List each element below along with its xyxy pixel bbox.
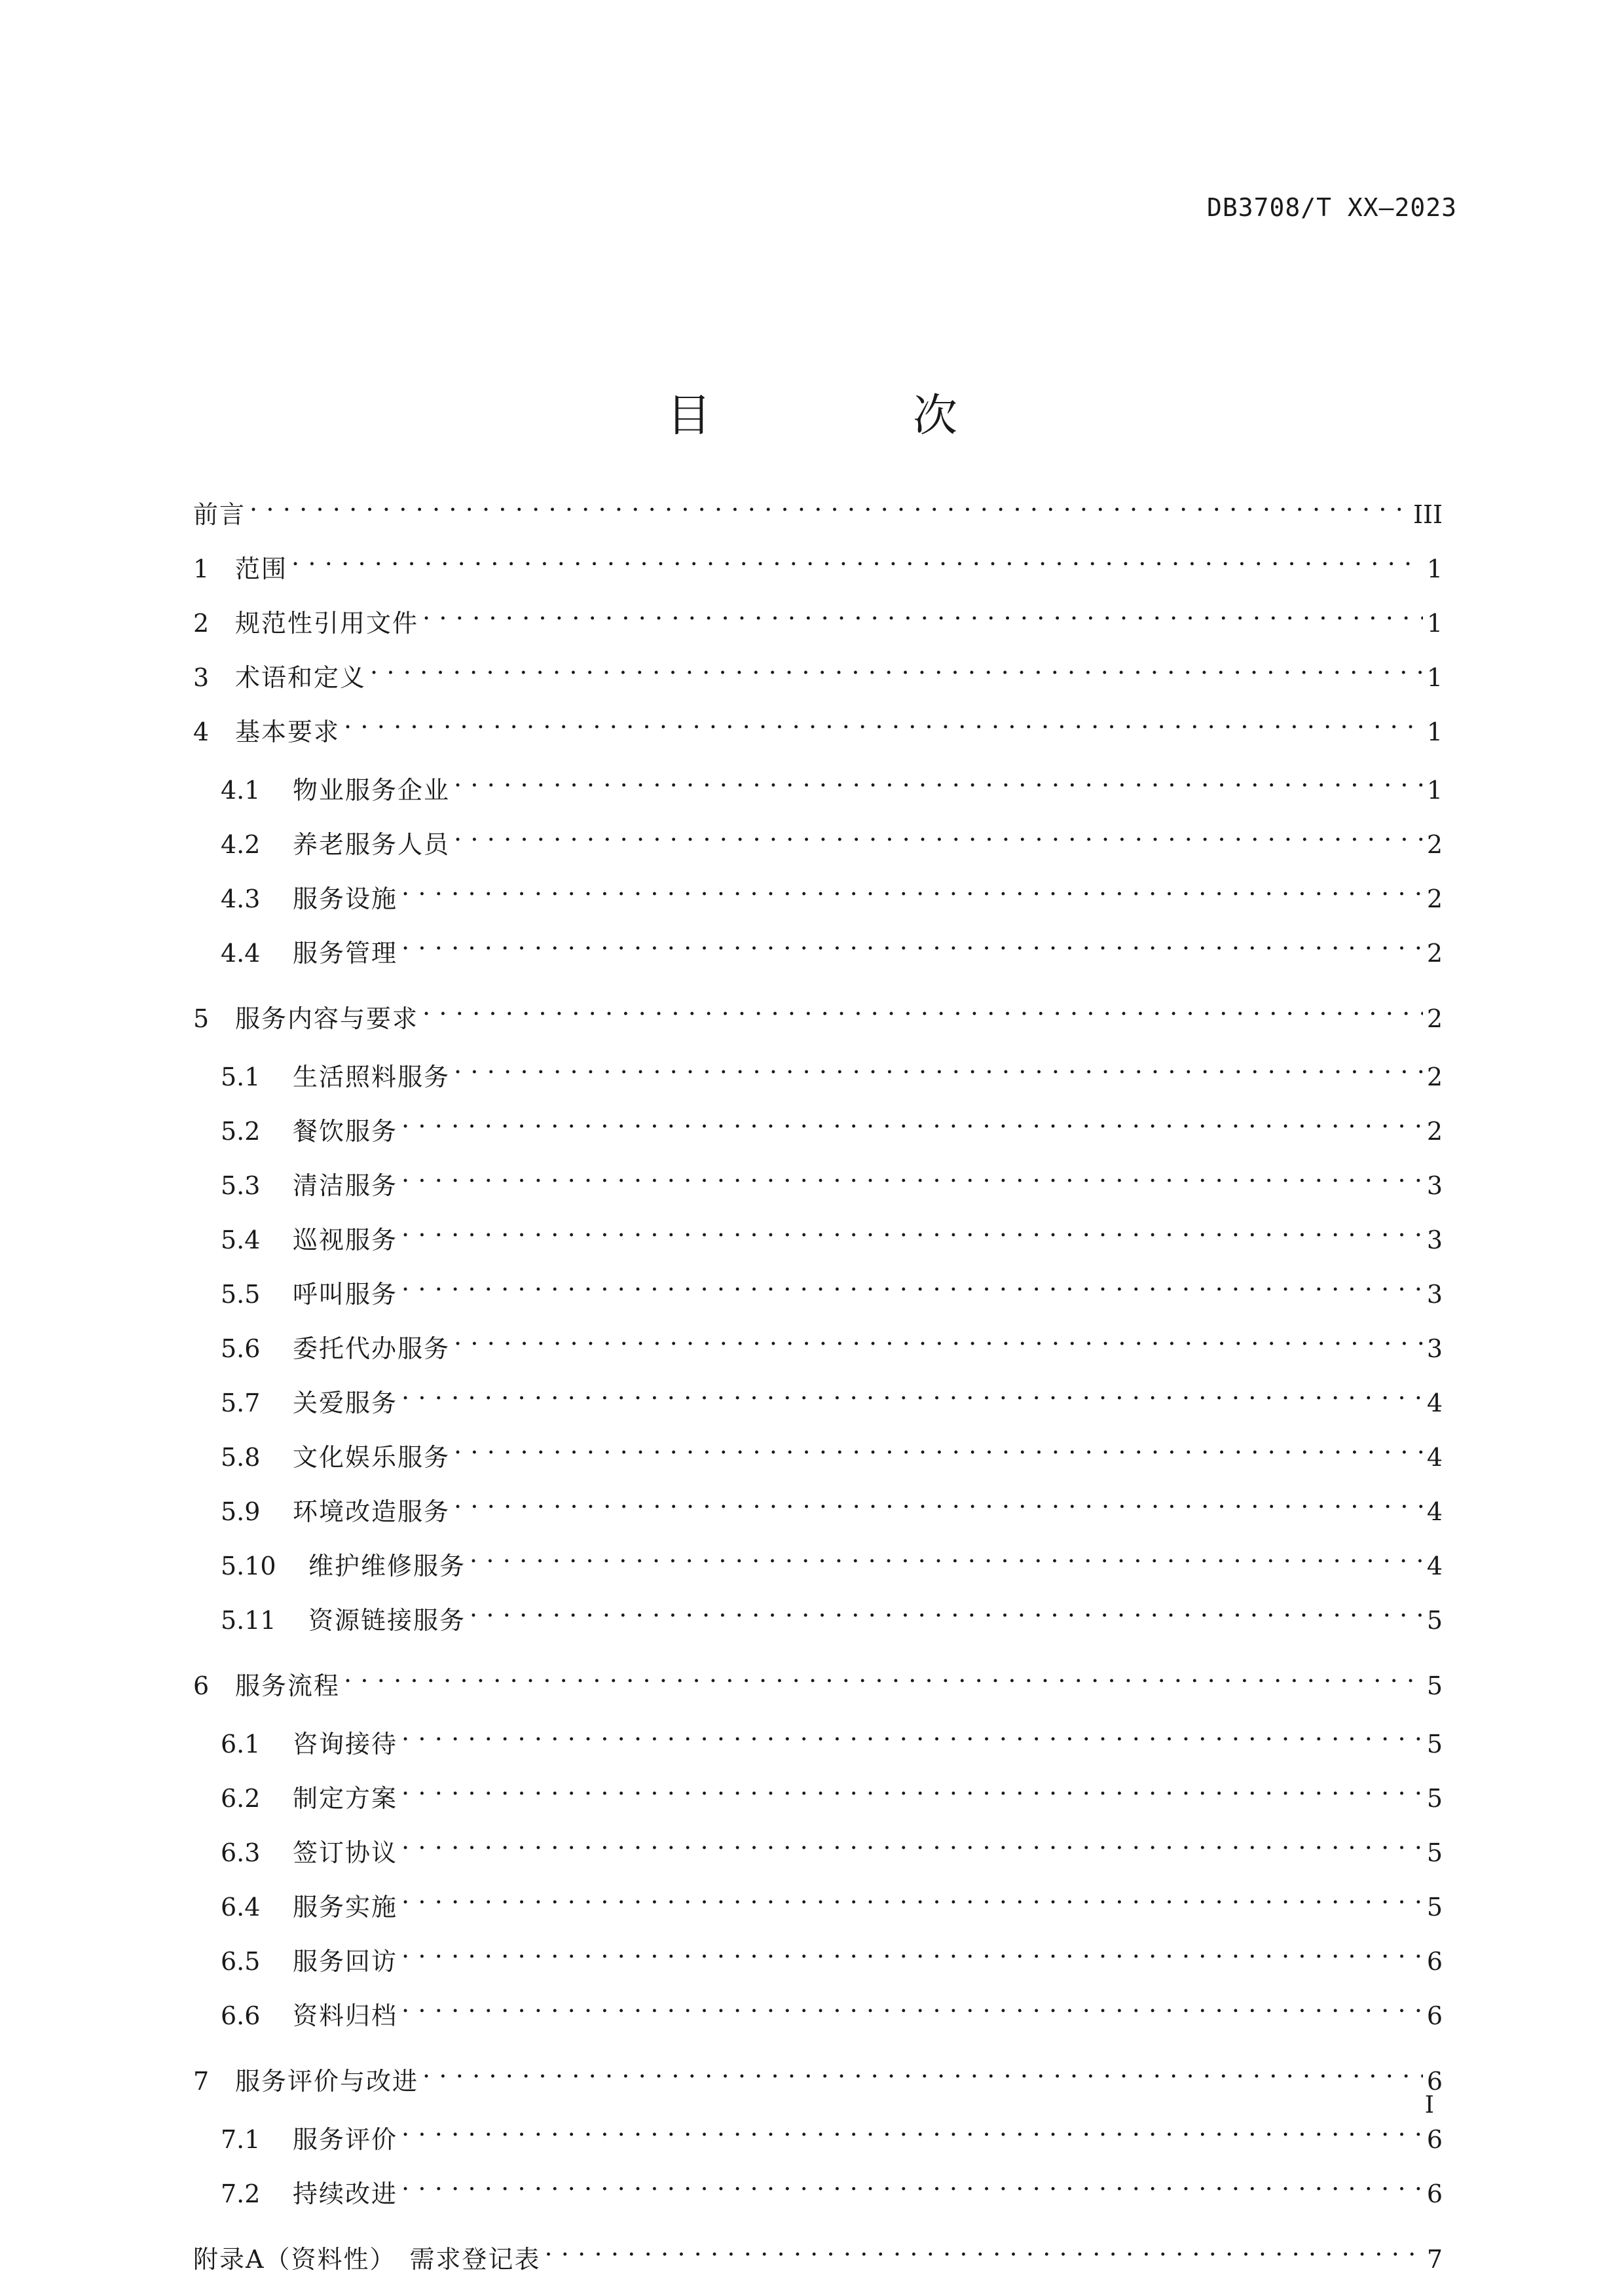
toc-entry-title: 养老服务人员 <box>293 830 451 859</box>
toc-entry-number: 4 <box>193 718 210 746</box>
toc-dot-leader <box>401 1819 1423 1861</box>
toc-entry-page: 1 <box>1426 555 1443 583</box>
toc-entry[interactable] <box>193 1315 1443 1370</box>
toc-entry-title: 服务回访 <box>293 1947 398 1976</box>
toc-entry-title: 服务评价 <box>293 2125 398 2154</box>
toc-entry-title: 附录A（资料性） 需求登记表 <box>193 2245 541 2274</box>
toc-entry-page: 2 <box>1426 830 1443 859</box>
toc-entry-title: 服务流程 <box>235 1671 341 1700</box>
toc-dot-leader <box>454 1315 1423 1357</box>
toc-entry-page: 6 <box>1426 2125 1443 2154</box>
toc-entry-page: 2 <box>1426 884 1443 913</box>
toc-entry[interactable] <box>193 1928 1443 1982</box>
toc-entry-title: 基本要求 <box>235 718 341 746</box>
toc-entry-title: 咨询接待 <box>293 1730 398 1758</box>
toc-entry-title: 范围 <box>235 555 288 583</box>
toc-entry-title: 资料归档 <box>293 2001 398 2030</box>
toc-entry-page: 4 <box>1426 1497 1443 1526</box>
toc-entry[interactable] <box>193 1982 1443 2037</box>
toc-entry[interactable] <box>193 2160 1443 2215</box>
toc-entry[interactable] <box>193 644 1443 699</box>
toc-entry-title: 巡视服务 <box>293 1226 398 1254</box>
toc-entry-page: 1 <box>1426 776 1443 805</box>
toc-dot-leader <box>401 2106 1423 2148</box>
toc-entry[interactable] <box>193 590 1443 644</box>
document-code: DB3708/T XX—2023 <box>1206 193 1457 222</box>
toc-dot-leader <box>401 1207 1423 1248</box>
toc-entry-page: 1 <box>1426 718 1443 746</box>
toc-entry[interactable] <box>193 2106 1443 2160</box>
toc-entry-title: 服务评价与改进 <box>235 2067 419 2096</box>
toc-entry-title: 环境改造服务 <box>293 1497 451 1526</box>
toc-entry-page: 7 <box>1426 2245 1443 2274</box>
toc-entry-number: 4.2 <box>221 830 261 859</box>
toc-entry-title: 签订协议 <box>293 1838 398 1867</box>
toc-entry-number: 5.3 <box>221 1171 261 1200</box>
toc-dot-leader <box>344 699 1423 740</box>
toc-entry[interactable] <box>193 481 1443 536</box>
toc-entry-number: 5.2 <box>221 1117 261 1146</box>
toc-entry[interactable] <box>193 1098 1443 1152</box>
toc-dot-leader <box>401 1982 1423 2024</box>
toc-entry-page: 4 <box>1426 1552 1443 1580</box>
page-number: I <box>1424 2092 1434 2119</box>
toc-entry[interactable] <box>193 1044 1443 1098</box>
toc-entry-page: 3 <box>1426 1334 1443 1363</box>
toc-entry-number: 4.3 <box>221 884 261 913</box>
toc-entry-title: 服务管理 <box>293 939 398 968</box>
toc-entry-page: 6 <box>1426 2179 1443 2208</box>
toc-entry[interactable] <box>193 811 1443 866</box>
toc-entry-page: 3 <box>1426 1171 1443 1200</box>
toc-entry-number: 5.10 <box>221 1552 276 1580</box>
toc-entry-number: 4.1 <box>221 776 261 805</box>
toc-entry-page: 3 <box>1426 1280 1443 1309</box>
toc-entry-number: 5 <box>193 1004 210 1033</box>
toc-entry-title: 服务内容与要求 <box>235 1004 419 1033</box>
toc-entry-number: 6.3 <box>221 1838 261 1867</box>
table-of-contents <box>193 481 1443 2280</box>
toc-entry[interactable] <box>193 2226 1443 2280</box>
toc-entry[interactable] <box>193 1652 1443 1707</box>
toc-dot-leader <box>401 1261 1423 1303</box>
toc-entry-number: 2 <box>193 609 210 638</box>
toc-entry-number: 7.2 <box>221 2179 261 2208</box>
toc-entry-page: 5 <box>1426 1671 1443 1700</box>
toc-entry[interactable] <box>193 1261 1443 1315</box>
toc-dot-leader <box>422 2048 1423 2090</box>
toc-entry[interactable] <box>193 1711 1443 1765</box>
toc-entry-number: 5.7 <box>221 1389 261 1417</box>
toc-entry-title: 物业服务企业 <box>293 776 451 805</box>
toc-entry-page: 6 <box>1426 2001 1443 2030</box>
toc-dot-leader <box>401 1928 1423 1970</box>
toc-entry-page: 6 <box>1426 2067 1443 2096</box>
toc-dot-leader <box>454 811 1423 853</box>
toc-entry-title: 资源链接服务 <box>308 1606 466 1635</box>
toc-entry[interactable] <box>193 1819 1443 1874</box>
toc-entry-page: 1 <box>1426 663 1443 692</box>
toc-entry-number: 5.4 <box>221 1226 261 1254</box>
toc-entry[interactable] <box>193 920 1443 974</box>
toc-entry-page: 5 <box>1426 1730 1443 1758</box>
toc-entry-page: 2 <box>1426 1063 1443 1091</box>
toc-entry-number: 4.4 <box>221 939 261 968</box>
toc-entry-number: 5.1 <box>221 1063 261 1091</box>
toc-entry-page: III <box>1412 500 1443 529</box>
toc-entry-page: 2 <box>1426 1004 1443 1033</box>
toc-dot-leader <box>249 481 1409 523</box>
toc-entry[interactable] <box>193 1874 1443 1928</box>
toc-entry-title: 规范性引用文件 <box>235 609 419 638</box>
toc-entry-number: 7.1 <box>221 2125 261 2154</box>
toc-dot-leader <box>454 1424 1423 1466</box>
toc-entry[interactable] <box>193 1587 1443 1641</box>
toc-dot-leader <box>454 757 1423 799</box>
toc-dot-leader <box>401 1370 1423 1412</box>
toc-entry[interactable] <box>193 2048 1443 2102</box>
toc-entry-title: 呼叫服务 <box>293 1280 398 1309</box>
toc-entry-number: 6.6 <box>221 2001 261 2030</box>
toc-dot-leader <box>291 536 1423 577</box>
toc-entry-title: 前言 <box>193 500 246 529</box>
toc-entry[interactable] <box>193 866 1443 920</box>
toc-entry-page: 2 <box>1426 1117 1443 1146</box>
toc-entry-number: 5.9 <box>221 1497 261 1526</box>
toc-entry-title: 持续改进 <box>293 2179 398 2208</box>
toc-dot-leader <box>344 1652 1423 1694</box>
toc-entry-number: 1 <box>193 555 210 583</box>
toc-entry[interactable] <box>193 536 1443 590</box>
toc-entry-title: 关爱服务 <box>293 1389 398 1417</box>
toc-entry-number: 5.6 <box>221 1334 261 1363</box>
toc-entry[interactable] <box>193 699 1443 753</box>
page-title: 目 次 <box>666 390 1036 442</box>
toc-entry-page: 5 <box>1426 1838 1443 1867</box>
toc-entry-number: 6.1 <box>221 1730 261 1758</box>
toc-entry-title: 制定方案 <box>293 1784 398 1813</box>
toc-dot-leader <box>422 590 1423 632</box>
toc-dot-leader <box>401 2160 1423 2202</box>
toc-entry-page: 5 <box>1426 1606 1443 1635</box>
toc-entry-number: 5.5 <box>221 1280 261 1309</box>
toc-dot-leader <box>401 1098 1423 1140</box>
toc-entry-page: 2 <box>1426 939 1443 968</box>
toc-entry-page: 3 <box>1426 1226 1443 1254</box>
toc-dot-leader <box>470 1533 1423 1575</box>
toc-entry-title: 餐饮服务 <box>293 1117 398 1146</box>
toc-entry-page: 4 <box>1426 1443 1443 1472</box>
toc-entry[interactable] <box>193 1370 1443 1424</box>
toc-entry[interactable] <box>193 985 1443 1040</box>
toc-entry-number: 6.5 <box>221 1947 261 1976</box>
toc-dot-leader <box>454 1044 1423 1085</box>
toc-entry[interactable] <box>193 1765 1443 1819</box>
toc-entry-page: 5 <box>1426 1893 1443 1922</box>
toc-entry-title: 委托代办服务 <box>293 1334 451 1363</box>
toc-entry-number: 6.4 <box>221 1893 261 1922</box>
toc-entry-title: 维护维修服务 <box>308 1552 466 1580</box>
toc-dot-leader <box>401 1152 1423 1194</box>
toc-dot-leader <box>401 1765 1423 1807</box>
toc-entry-title: 清洁服务 <box>293 1171 398 1200</box>
toc-entry-page: 4 <box>1426 1389 1443 1417</box>
toc-entry[interactable] <box>193 1533 1443 1587</box>
toc-dot-leader <box>470 1587 1423 1629</box>
toc-entry-title: 服务设施 <box>293 884 398 913</box>
toc-dot-leader <box>544 2226 1422 2268</box>
toc-dot-leader <box>370 644 1423 686</box>
toc-entry-title: 生活照料服务 <box>293 1063 451 1091</box>
toc-entry-title: 文化娱乐服务 <box>293 1443 451 1472</box>
toc-dot-leader <box>401 1874 1423 1916</box>
toc-entry[interactable] <box>193 1424 1443 1478</box>
toc-entry[interactable] <box>193 1152 1443 1207</box>
toc-entry[interactable] <box>193 757 1443 811</box>
toc-entry-page: 1 <box>1426 609 1443 638</box>
toc-entry[interactable] <box>193 1478 1443 1533</box>
toc-dot-leader <box>401 920 1423 962</box>
toc-entry-page: 5 <box>1426 1784 1443 1813</box>
toc-dot-leader <box>422 985 1423 1027</box>
toc-dot-leader <box>401 1711 1423 1753</box>
toc-entry-number: 3 <box>193 663 210 692</box>
toc-dot-leader <box>401 866 1423 907</box>
toc-entry-number: 5.11 <box>221 1606 276 1635</box>
toc-entry-page: 6 <box>1426 1947 1443 1976</box>
toc-entry-title: 服务实施 <box>293 1893 398 1922</box>
toc-entry-title: 术语和定义 <box>235 663 367 692</box>
toc-entry-number: 7 <box>193 2067 210 2096</box>
toc-entry-number: 5.8 <box>221 1443 261 1472</box>
toc-entry-number: 6 <box>193 1671 210 1700</box>
toc-dot-leader <box>454 1478 1423 1520</box>
toc-entry[interactable] <box>193 1207 1443 1261</box>
toc-entry-number: 6.2 <box>221 1784 261 1813</box>
